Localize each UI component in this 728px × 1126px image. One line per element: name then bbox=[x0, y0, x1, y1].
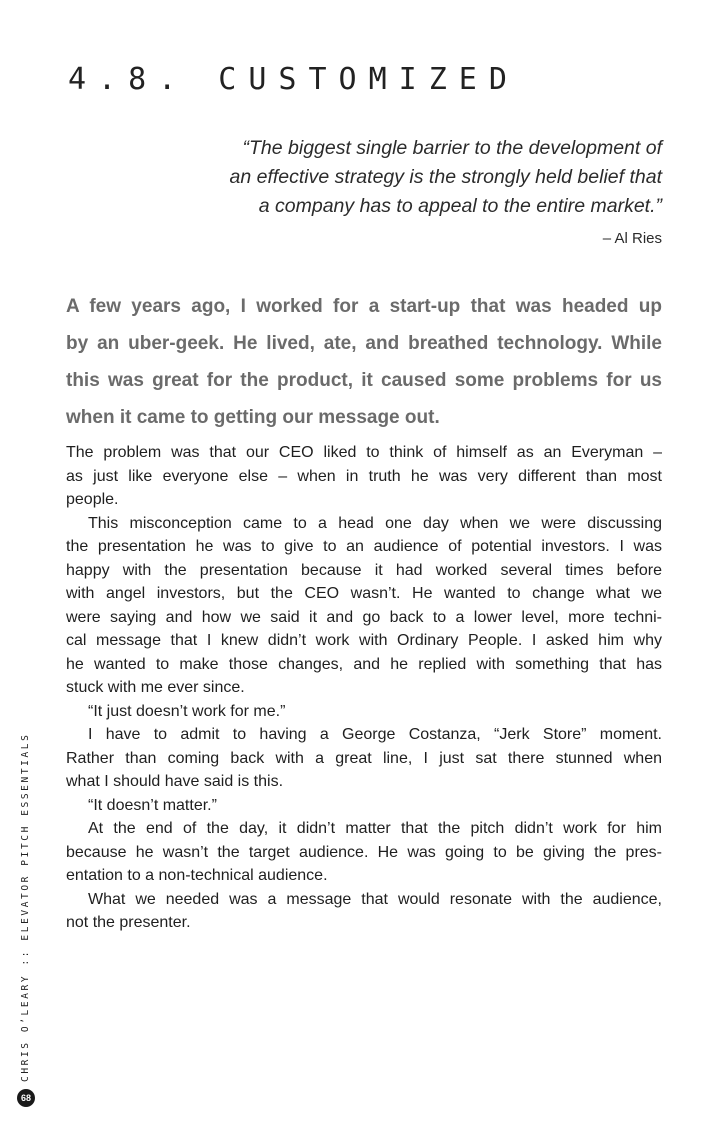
body-line: stuck with me ever since. bbox=[66, 679, 245, 696]
lead-line: by an uber-geek. He lived, ate, and breathed technology. While bbox=[66, 333, 662, 354]
lead-line: this was great for the product, it caused some problems for us bbox=[66, 370, 662, 391]
chapter-title: 4.8. CUSTOMIZED bbox=[68, 62, 519, 97]
body-line: entation to a non-technical audience. bbox=[66, 867, 328, 884]
body-line: with angel investors, but the CEO wasn’t. He wanted to change what we bbox=[66, 585, 662, 602]
body-line: were saying and how we said it and go back to a lower level, more techni- bbox=[66, 608, 662, 626]
body-line: he wanted to make those changes, and he replied with something that has bbox=[66, 655, 662, 673]
lead-line: when it came to getting our message out. bbox=[66, 407, 440, 428]
body-line: happy with the presentation because it had worked several times before bbox=[66, 561, 662, 579]
body-text bbox=[66, 441, 662, 935]
body-line: what I should have said is this. bbox=[66, 773, 284, 790]
page-number-badge: 68 bbox=[17, 1089, 35, 1107]
body-line: At the end of the day, it didn’t matter that the pitch didn’t work for him bbox=[88, 820, 662, 837]
lead-line: A few years ago, I worked for a start-up that was headed up bbox=[66, 296, 662, 317]
body-line: What we needed was a message that would resonate with the audience, bbox=[88, 890, 662, 908]
body-line: because he wasn’t the target audience. He was going to be giving the pres- bbox=[66, 843, 662, 861]
body-line: cal message that I knew didn’t work with Ordinary People. I asked him why bbox=[66, 632, 662, 649]
body-line: “It just doesn’t work for me.” bbox=[88, 702, 286, 720]
body-line: people. bbox=[66, 491, 119, 508]
lead-paragraph bbox=[66, 288, 662, 436]
epigraph-line: “The biggest single barrier to the development of bbox=[242, 137, 662, 159]
body-line: “It doesn’t matter.” bbox=[88, 796, 217, 814]
body-line: not the presenter. bbox=[66, 914, 191, 931]
epigraph-author: – Al Ries bbox=[602, 230, 662, 247]
body-line: the presentation he was to give to an audience of potential investors. I was bbox=[66, 538, 662, 555]
epigraph-line: a company has to appeal to the entire market.” bbox=[258, 195, 662, 217]
running-head: CHRIS O’LEARY :: ELEVATOR PITCH ESSENTIALS bbox=[20, 732, 31, 1082]
body-line: I have to admit to having a George Costanza, “Jerk Store” moment. bbox=[88, 726, 662, 743]
epigraph-line: an effective strategy is the strongly held belief that bbox=[229, 166, 662, 188]
body-line: Rather than coming back with a great line, I just sat there stunned when bbox=[66, 749, 662, 767]
body-line: The problem was that our CEO liked to think of himself as an Everyman – bbox=[66, 444, 662, 461]
body-line: This misconception came to a head one day when we were discussing bbox=[88, 514, 662, 532]
epigraph-quote bbox=[150, 134, 662, 247]
body-line: as just like everyone else – when in truth he was very different than most bbox=[66, 467, 662, 485]
